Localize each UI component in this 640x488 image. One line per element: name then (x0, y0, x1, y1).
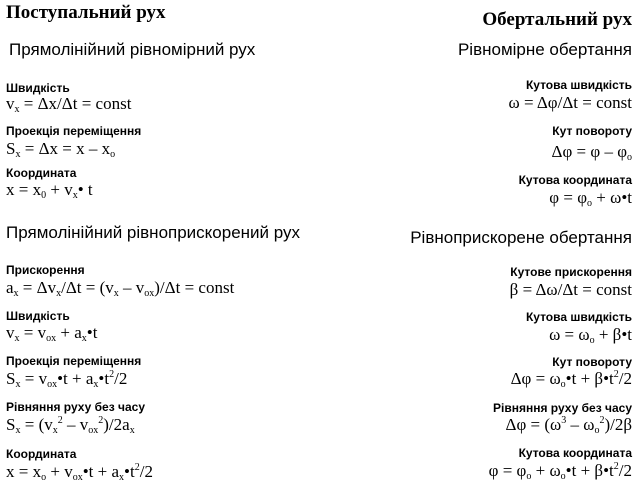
right-s2-formula-rotation-angle: $\Delta\varphi = \omega_o•t$ + $\beta•t^2/2$ (510, 369, 632, 390)
left-s2-label-velocity: Швидкість (6, 309, 70, 323)
left-title: Поступальний рух (6, 2, 166, 23)
left-s1-formula-velocity: $v_x = \Delta x/\Delta t$ = const (6, 94, 132, 115)
right-s2-formula-timeless: $\Delta\varphi = (\omega^3 - \omega_o^2)/2\beta$ (505, 415, 632, 436)
left-s2-formula-displacement: $S_x$ = $v_{ox}•t$ + $a_x•t^2/2$ (6, 369, 128, 390)
right-s1-formula-rotation-angle: $\Delta\varphi = \varphi - \varphi_o$ (551, 142, 632, 163)
left-s2-label-acceleration: Прискорення (6, 263, 85, 277)
right-s2-label-angular-acceleration: Кутове прискорення (510, 265, 632, 279)
left-s1-title: Прямолінійний рівномірний рух (9, 40, 256, 59)
right-s2-title: Рівноприскорене обертання (410, 228, 632, 247)
left-s2-formula-velocity: $v_x = v_{ox}$ + $a_x•t$ (6, 323, 98, 344)
left-s1-formula-displacement: $S_x = \Delta x = x - x_o$ (6, 139, 116, 160)
left-s1-formula-coordinate: $x = x_0$ + $v_x•$ t (6, 180, 93, 201)
left-s2-label-timeless: Рівняння руху без часу (6, 400, 145, 414)
right-s2-formula-angular-acceleration: β = Δω/Δt = const (509, 280, 632, 299)
right-s1-label-angular-velocity: Кутова швидкість (525, 78, 632, 92)
right-s1-formula-angular-velocity: ω = Δφ/Δt = const (508, 93, 632, 112)
left-s2-formula-acceleration: $a_x = \Delta v_x/\Delta t = (v_x - v_{ox})/\Delta t$ = const (6, 278, 235, 299)
right-s2-formula-angular-velocity: $\omega = \omega_o$ + β•t (549, 325, 632, 346)
left-s2-label-displacement: Проекція переміщення (6, 354, 142, 368)
left-s1-label-coordinate: Координата (6, 166, 77, 180)
right-s1-label-angular-coordinate: Кутова координата (518, 173, 632, 187)
left-s2-formula-timeless: $S_x = (v_x^2 - v_{ox}^2)/2a_x$ (6, 415, 135, 436)
right-s1-formula-angular-coordinate: $\varphi = \varphi_o$ + ω•t (549, 188, 632, 209)
left-s1-label-displacement: Проекція переміщення (6, 124, 142, 138)
right-s2-label-angular-velocity: Кутова швидкість (525, 310, 632, 324)
right-s2-formula-angular-coordinate: $\varphi = \varphi_o$ + $\omega_o•t$ + $\beta•t^2/2$ (488, 461, 632, 482)
left-s1-label-velocity: Швидкість (6, 81, 70, 95)
left-s2-label-coordinate: Координата (6, 447, 77, 461)
right-s2-label-rotation-angle: Кут повороту (552, 355, 632, 369)
right-title: Обертальний рух (482, 9, 632, 30)
left-s2-title: Прямолінійний рівноприскорений рух (6, 223, 301, 242)
right-s1-title: Рівномірне обертання (457, 40, 632, 59)
right-s2-label-timeless: Рівняння руху без часу (493, 401, 632, 415)
right-s2-label-angular-coordinate: Кутова координата (518, 446, 632, 460)
left-s2-formula-coordinate: $x = x_o$ + $v_{ox}•t$ + $a_x•t^2/2$ (6, 462, 153, 483)
right-s1-label-rotation-angle: Кут повороту (552, 124, 632, 138)
